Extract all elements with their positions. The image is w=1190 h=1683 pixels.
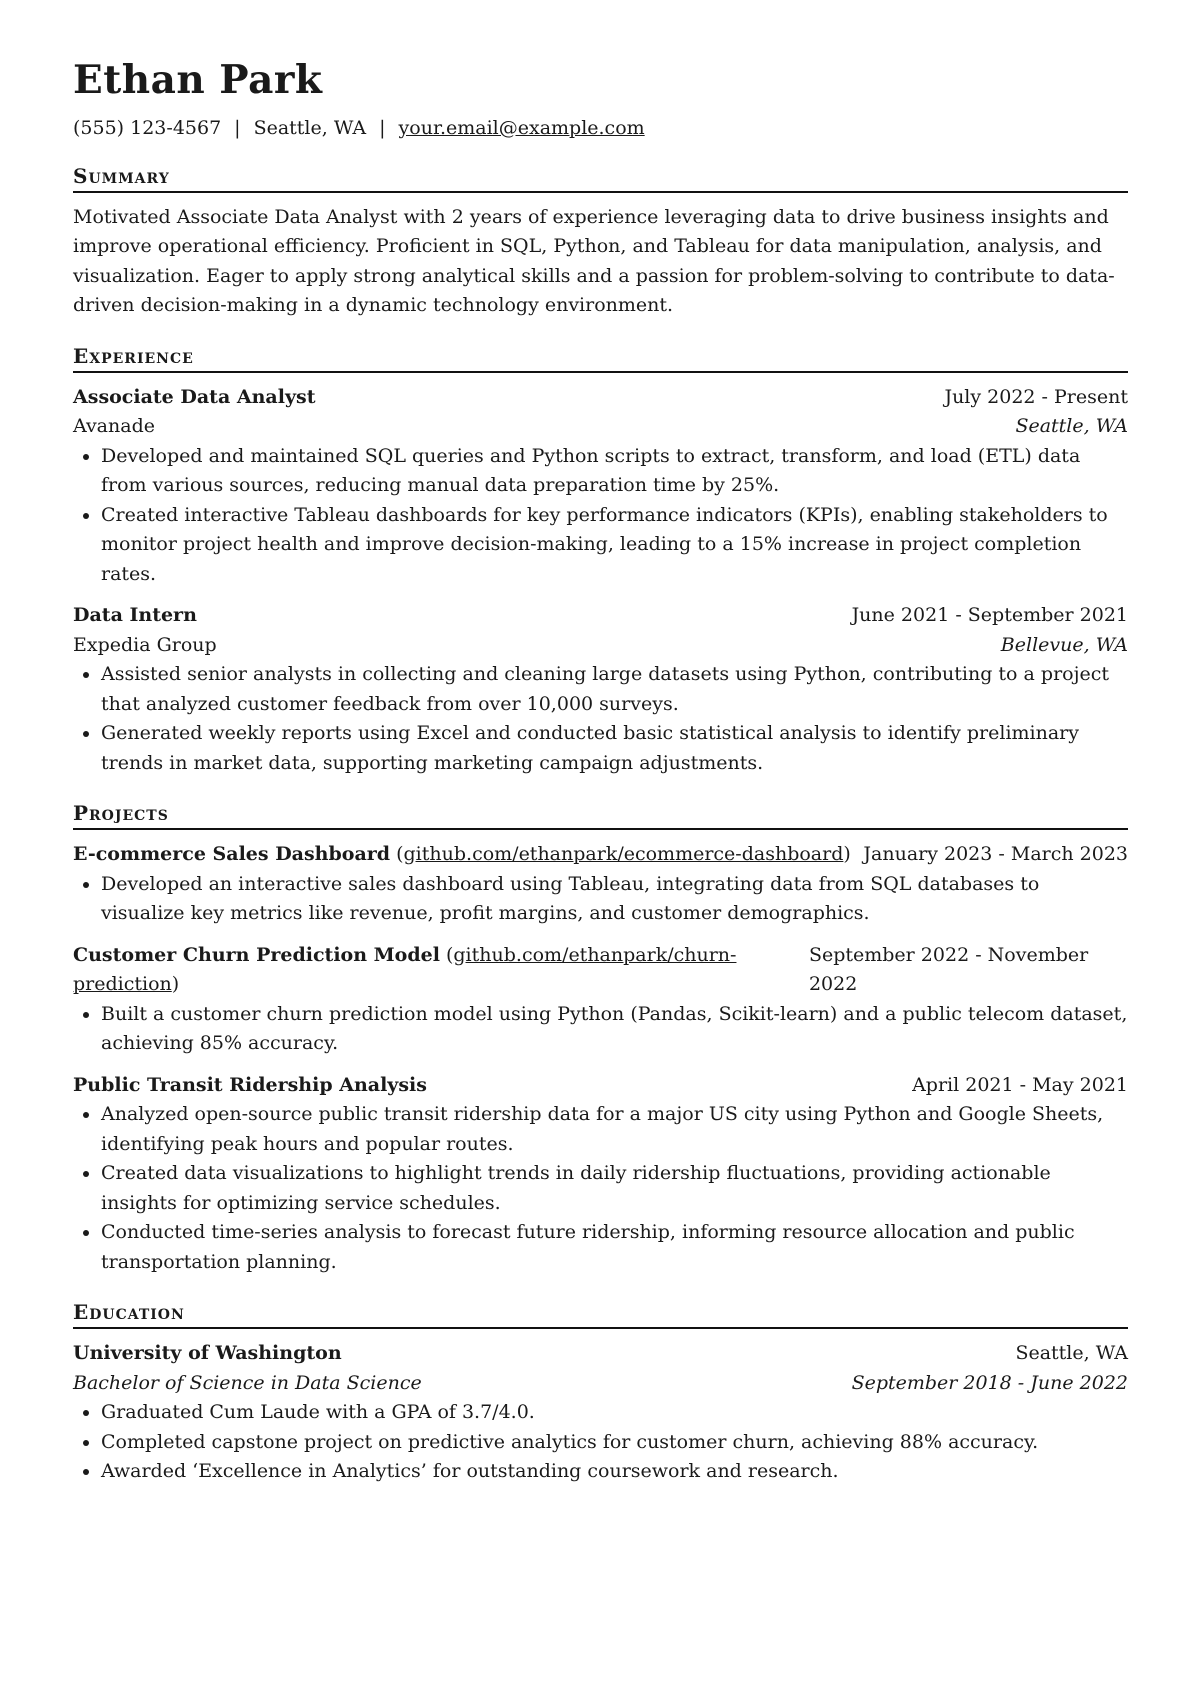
job-company: Avanade: [73, 415, 155, 438]
list-item: • Developed and maintained SQL queries and Python scripts to extract, transform, and load (ETL) data from various sources, reducing manual data preparation time by 25%.: [101, 442, 1128, 501]
project-name: E-commerce Sales Dashboard: [73, 843, 391, 866]
list-item: • Built a customer churn prediction model using Python (Pandas, Scikit-learn) and a public telecom dataset, achieving 85% accuracy.: [101, 1000, 1128, 1059]
education-bullets: [73, 1398, 1128, 1487]
job-dates: July 2022 - Present: [944, 385, 1128, 408]
project-name: Customer Churn Prediction Model: [73, 943, 440, 966]
list-item: • Awarded ‘Excellence in Analytics’ for outstanding coursework and research.: [101, 1457, 1128, 1487]
list-item: • Created data visualizations to highlight trends in daily ridership fluctuations, providing actionable insights for optimizing service schedules.: [101, 1159, 1128, 1218]
list-item: • Graduated Cum Laude with a GPA of 3.7/4.0.: [101, 1398, 1128, 1428]
project-link[interactable]: github.com/ethanpark/churn-prediction: [73, 943, 737, 996]
list-item: • Created interactive Tableau dashboards for key performance indicators (KPIs), enabling stakeholders to monitor project health and improve decision-making, leading to a 15% increase in project completion rates.: [101, 501, 1128, 590]
project-entry: E-commerce Sales Dashboard (github.com/ethanpark/ecommerce-dashboard) January 2023 - March 2023 • Developed an interactive sales dashboard using Tableau, integrating data from SQL databases to visualize key metrics like revenue, profit margins, and customer demographics.: [73, 840, 1128, 929]
contact-line: [73, 115, 1128, 141]
phone: (555) 123-4567: [73, 116, 222, 139]
job-role: Associate Data Analyst: [73, 385, 316, 408]
list-item: • Analyzed open-source public transit ridership data for a major US city using Python and Google Sheets, identifying peak hours and popular routes.: [101, 1100, 1128, 1159]
project-bullets: [73, 1100, 1128, 1277]
project-entry: Customer Churn Prediction Model (github.com/ethanpark/churn-prediction) September 2022 - November 2022 • Built a customer churn prediction model using Python (Pandas, Scikit-learn) and a public telecom dataset, achieving 85% accuracy.: [73, 941, 1128, 1059]
list-item: • Assisted senior analysts in collecting and cleaning large datasets using Python, contributing to a project that analyzed customer feedback from over 10,000 surveys.: [101, 660, 1128, 719]
email-link[interactable]: your.email@example.com: [398, 116, 645, 139]
school-name: University of Washington: [73, 1342, 342, 1365]
project-name: Public Transit Ridership Analysis: [73, 1073, 427, 1096]
project-bullets: [73, 870, 1128, 929]
separator: |: [379, 116, 386, 139]
project-dates: January 2023 - March 2023: [863, 843, 1128, 866]
job-role: Data Intern: [73, 604, 197, 627]
degree: Bachelor of Science in Data Science: [73, 1371, 422, 1394]
education-dates: September 2018 - June 2022: [851, 1371, 1128, 1394]
resume-page: [73, 58, 1128, 1487]
candidate-name: Ethan Park: [73, 57, 323, 103]
section-title-summary: Summary: [73, 163, 1128, 193]
list-item: • Developed an interactive sales dashboard using Tableau, integrating data from SQL databases to visualize key metrics like revenue, profit margins, and customer demographics.: [101, 870, 1128, 929]
section-title-experience: Experience: [73, 343, 1128, 373]
job-dates: June 2021 - September 2021: [851, 604, 1128, 627]
job-bullets: [73, 442, 1128, 590]
projects-section: [73, 800, 1128, 1277]
project-link[interactable]: github.com/ethanpark/ecommerce-dashboard: [403, 843, 844, 866]
section-title-projects: Projects: [73, 800, 1128, 830]
project-entry: [73, 1071, 1128, 1278]
job-location: Bellevue, WA: [1000, 633, 1128, 656]
education-section: [73, 1299, 1128, 1487]
list-item: • Completed capstone project on predictive analytics for customer churn, achieving 88% accuracy.: [101, 1428, 1128, 1458]
project-bullets: [73, 1000, 1128, 1059]
job-bullets: [73, 660, 1128, 778]
list-item: • Conducted time-series analysis to forecast future ridership, informing resource allocation and public transportation planning.: [101, 1218, 1128, 1277]
school-location: Seattle, WA: [1015, 1342, 1128, 1365]
summary-section: [73, 163, 1128, 321]
project-dates: April 2021 - May 2021: [912, 1073, 1128, 1096]
section-title-education: Education: [73, 1299, 1128, 1329]
summary-text: Motivated Associate Data Analyst with 2 years of experience leveraging data to drive business insights and improve operational efficiency. Proficient in SQL, Python, and Tableau for data manipulation, analysis, and visualization. Eager to apply strong analytical skills and a passion for problem-solving to contribute to data-driven decision-making in a dynamic technology environment.: [73, 205, 1115, 317]
project-dates: September 2022 - November 2022: [808, 943, 1089, 996]
job-entry: [73, 601, 1128, 778]
separator: |: [234, 116, 241, 139]
experience-section: [73, 343, 1128, 779]
list-item: • Generated weekly reports using Excel and conducted basic statistical analysis to identify preliminary trends in market data, supporting marketing campaign adjustments.: [101, 719, 1128, 778]
job-location: Seattle, WA: [1015, 415, 1128, 438]
location: Seattle, WA: [253, 116, 367, 139]
job-entry: [73, 383, 1128, 590]
job-company: Expedia Group: [73, 633, 217, 656]
